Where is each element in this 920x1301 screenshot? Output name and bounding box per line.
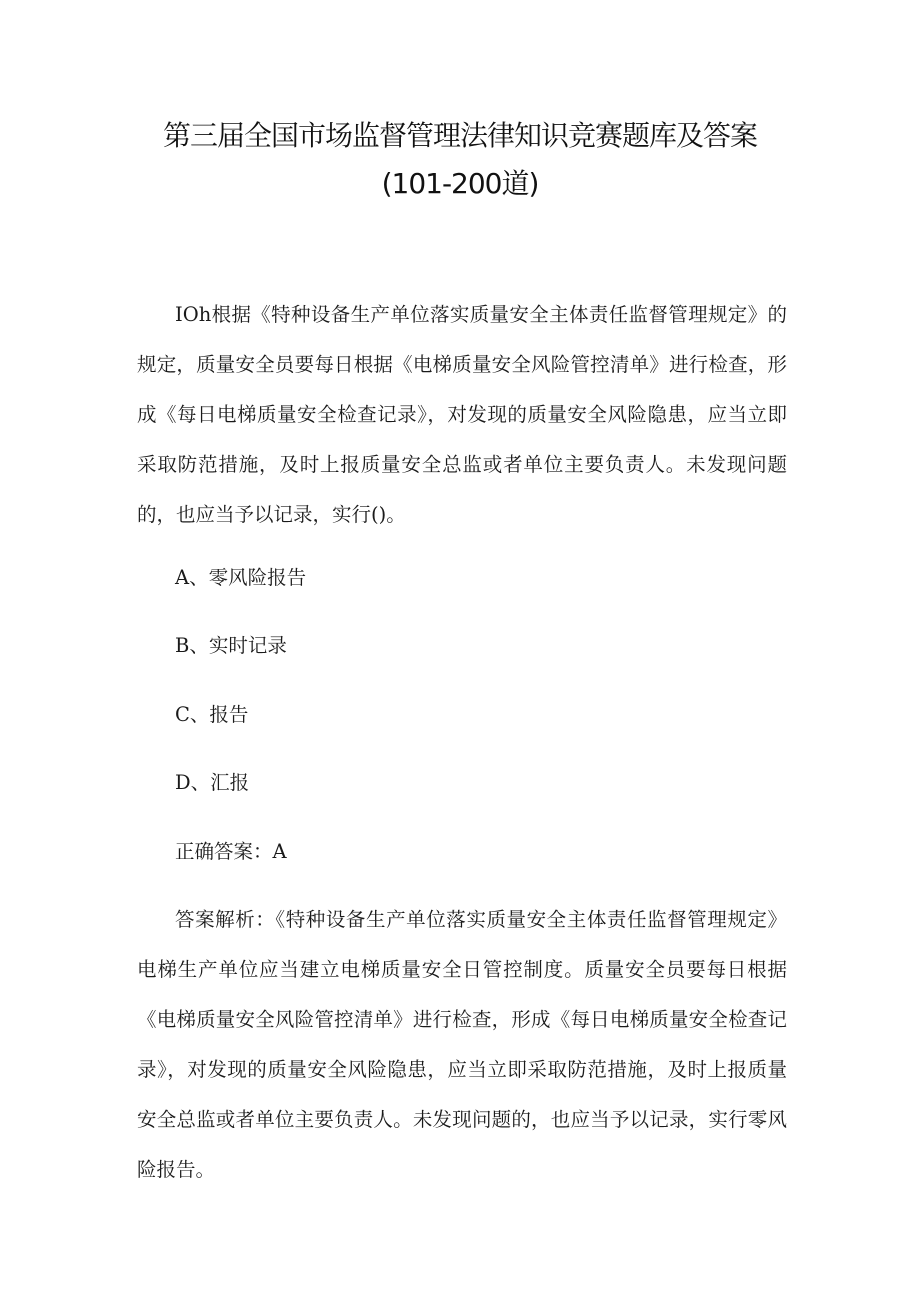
option-d: D、汇报 — [175, 771, 250, 794]
question-text: IOh根据《特种设备生产单位落实质量安全主体责任监督管理规定》的规定，质量安全员要每日根据《电梯质量安全风险管控清单》进行检查，形成《每日电梯质量安全检查记录》，对发现的质量安全风险隐患，应当立即采取防范措施，及时上报质量安全总监或者单位主要负责人。未发现问题的，也应当予以记录，实行()。 — [137, 303, 787, 526]
document-subtitle: (101-200道) — [381, 167, 539, 200]
document-title: 第三届全国市场监督管理法律知识竞赛题库及答案 — [162, 119, 757, 152]
option-a: A、零风险报告 — [175, 566, 307, 589]
answer-analysis: 答案解析：《特种设备生产单位落实质量安全主体责任监督管理规定》电梯生产单位应当建立电梯质量安全日管控制度。质量安全员要每日根据《电梯质量安全风险管控清单》进行检查，形成《每日电梯质量安全检查记录》，对发现的质量安全风险隐患，应当立即采取防范措施，及时上报质量安全总监或者单位主要负责人。未发现问题的，也应当予以记录，实行零风险报告。 — [137, 908, 787, 1181]
correct-answer: 正确答案：A — [175, 840, 287, 863]
option-b: B、实时记录 — [175, 634, 287, 657]
option-c: C、报告 — [175, 703, 249, 726]
